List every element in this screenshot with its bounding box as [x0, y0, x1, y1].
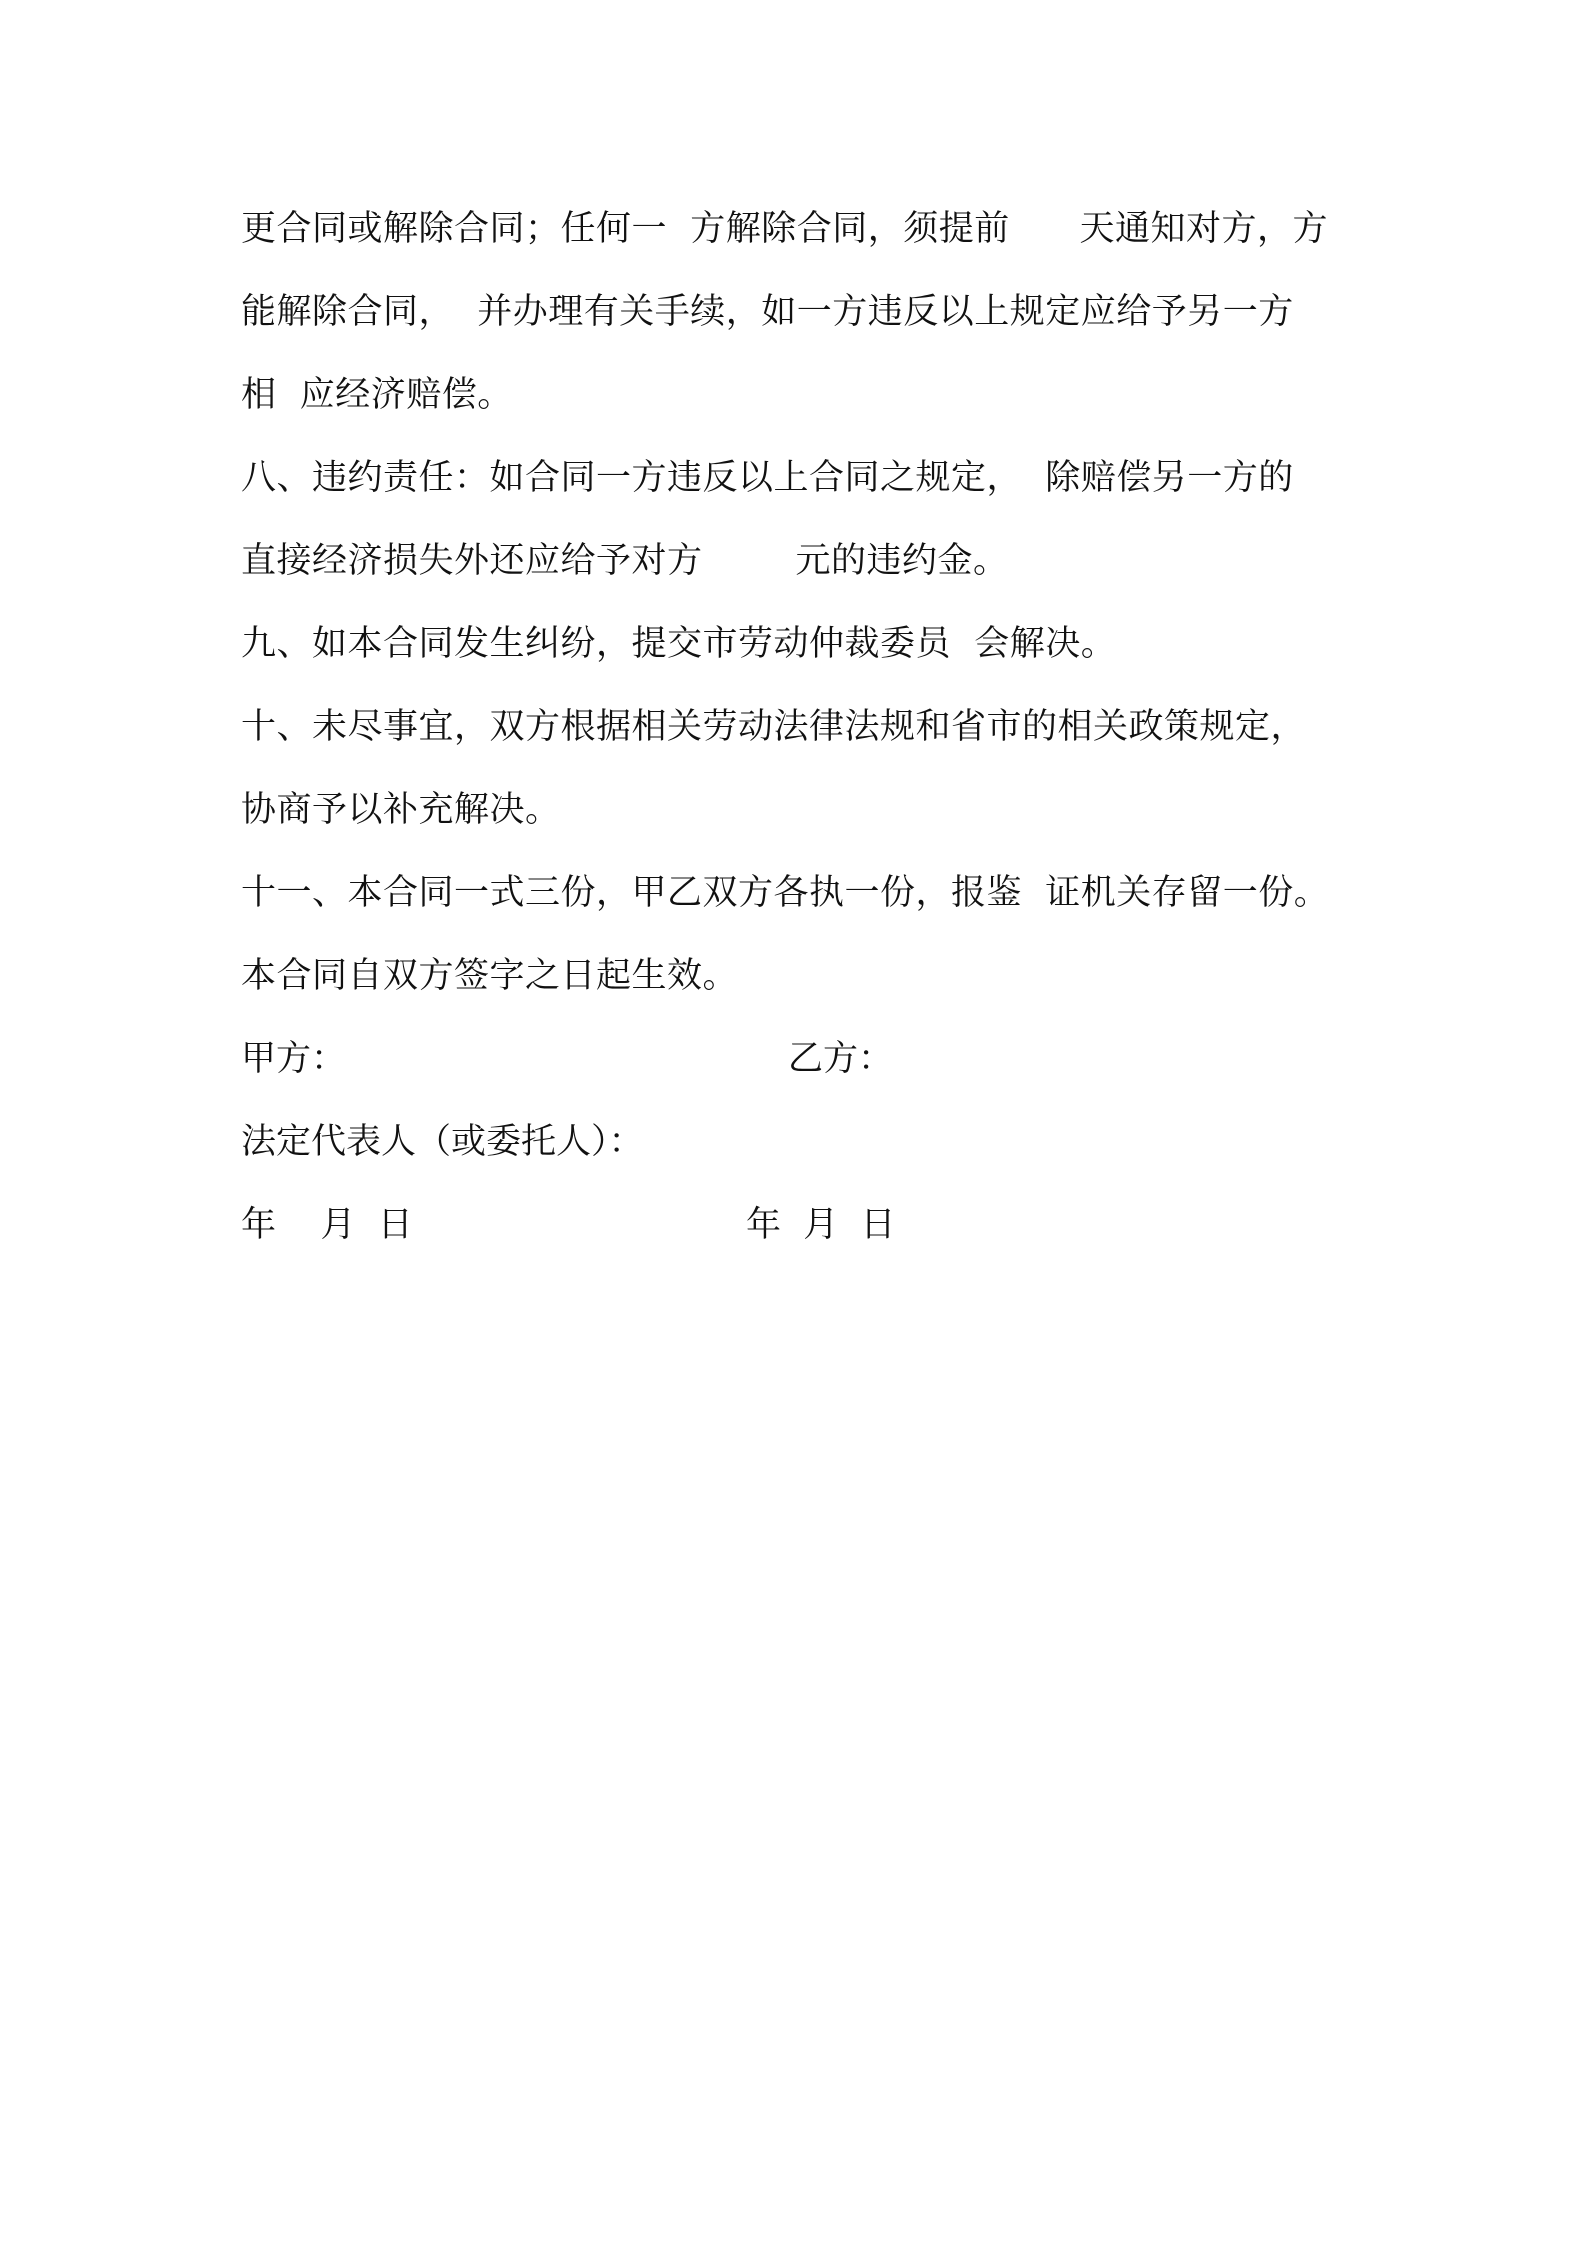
- effective-clause: 本合同自双方签字之日起生效。: [241, 956, 739, 996]
- clause-10-line-1: 十、未尽事宜，双方根据相关劳动法律法规和省市的相关政策规定，: [241, 707, 1307, 747]
- legal-representative-label: 法定代表人（或委托人）：: [241, 1122, 644, 1162]
- clause-8-line-1: 八、违约责任：如合同一方违反以上合同之规定， 除赔偿另一方的: [241, 458, 1294, 498]
- party-b-label: 乙方：: [788, 1039, 894, 1079]
- party-a-label: 甲方：: [241, 1039, 347, 1079]
- party-a-date: 年 月 日: [241, 1205, 413, 1245]
- clause-10-line-2: 协商予以补充解决。: [241, 790, 561, 830]
- clause-11-line-1: 十一、本合同一式三份，甲乙双方各执一份，报鉴 证机关存留一份。: [241, 873, 1330, 913]
- clause-7-line-2: 能解除合同， 并办理有关手续，如一方违反以上规定应给予另一方: [241, 292, 1294, 332]
- clause-7-line-1: 更合同或解除合同；任何一 方解除合同，须提前 天通知对方，方: [241, 209, 1329, 249]
- clause-8-line-2: 直接经济损失外还应给予对方 元的违约金。: [241, 541, 1009, 581]
- clause-9: 九、如本合同发生纠纷，提交市劳动仲裁委员 会解决。: [241, 624, 1117, 664]
- party-b-date: 年 月 日: [746, 1205, 896, 1245]
- clause-7-line-3: 相 应经济赔偿。: [241, 375, 513, 415]
